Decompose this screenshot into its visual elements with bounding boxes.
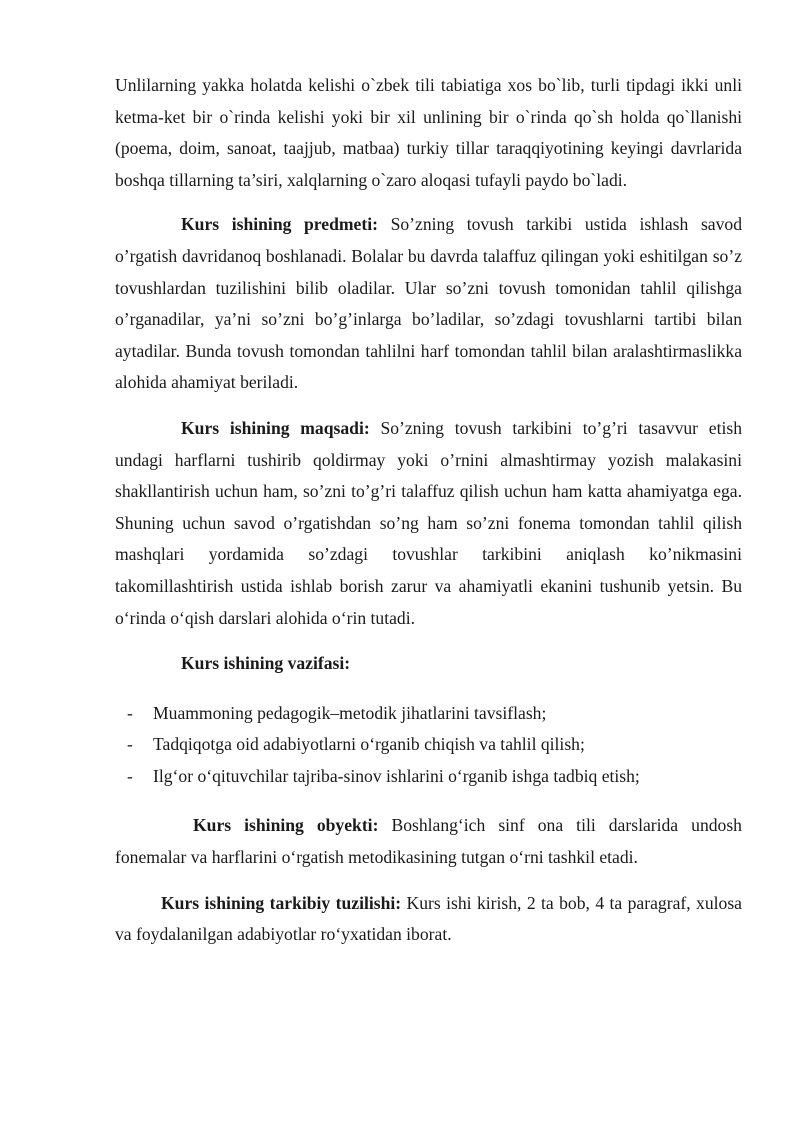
- maqsad-paragraph: [115, 413, 742, 634]
- list-item: [115, 729, 742, 761]
- list-item-text: Muammoning pedagogik–metodik jihatlarini tavsiflash;: [153, 702, 547, 723]
- list-item: [115, 698, 742, 730]
- obyekt-paragraph: [115, 810, 742, 873]
- predmet-text: So’zning tovush tarkibi ustida ishlash savod o’rgatish davridanoq boshlanadi. Bolalar bu davrda talaffuz qilingan yoki eshitilgan so’z tovushlardan tuzilishini bilib oladilar. Ular so’zni tovush tomonidan tahlil qilishga o’rganadilar, ya’ni so’zni bo’g’inlarga bo’ladilar, so’zdagi tovushlarni tartibi bilan aytadilar. Bunda tovush tomondan tahlilni harf tomondan tahlil bilan aralashtirmaslikka alohida ahamiyat beriladi.: [115, 214, 742, 393]
- tuzilish-label: Kurs ishining tarkibiy tuzilishi:: [161, 892, 402, 913]
- list-dash: -: [127, 734, 133, 755]
- obyekt-text: Boshlang‘ich sinf ona tili darslarida undosh fonemalar va harflarini o‘rgatish metodikasining tutgan o‘rni tashkil etadi.: [115, 815, 742, 868]
- predmet-paragraph: [115, 209, 742, 399]
- tuzilish-text: Kurs ishi kirish, 2 ta bob, 4 ta paragraf, xulosa va foydalanilgan adabiyotlar ro‘yxatidan iborat.: [115, 892, 742, 945]
- maqsad-label: Kurs ishining maqsadi:: [181, 417, 370, 438]
- tuzilish-paragraph: [115, 888, 742, 951]
- maqsad-text: So’zning tovush tarkibini to’g’ri tasavvur etish undagi harflarni tushirib qoldirmay yoki o’rnini almashtirmay yozish malakasini shakllantirish uchun ham, so’zni to’g’ri talaffuz qilish uchun ham katta ahamiyatga ega. Shuning uchun savod o’rgatishdan so’ng ham so’zni fonema tomondan tahlil qilish mashqlari yordamida so’zdagi tovushlar tarkibini aniqlash ko’nikmasini takomillashtirish ustida ishlab borish zarur va ahamiyatli ekanini tushunib yetsin. Bu o‘rinda o‘qish darslari alohida o‘rin tutadi.: [115, 417, 742, 628]
- list-item: [115, 761, 742, 793]
- list-item-text: Ilg‘or o‘qituvchilar tajriba-sinov ishlarini o‘rganib ishga tadbiq etish;: [153, 765, 640, 786]
- vazifa-list: [115, 698, 742, 793]
- list-dash: -: [127, 702, 133, 723]
- vazifa-heading: [115, 648, 742, 680]
- list-dash: -: [127, 765, 133, 786]
- predmet-label: Kurs ishining predmeti:: [181, 214, 378, 235]
- obyekt-label: Kurs ishining obyekti:: [193, 815, 379, 836]
- list-item-text: Tadqiqotga oid adabiyotlarni o‘rganib chiqish va tahlil qilish;: [153, 734, 585, 755]
- vazifa-label: Kurs ishining vazifasi:: [181, 653, 351, 674]
- intro-paragraph: Unlilarning yakka holatda kelishi o`zbek tili tabiatiga xos bo`lib, turli tipdagi ikki unli ketma-ket bir o`rinda kelishi yoki bir xil unlining bir o`rinda qo`sh holda qo`llanishi (poema, doim, sanoat, taajjub, matbaa) turkiy tillar taraqqiyotining keyingi davrlarida boshqa tillarning ta’siri, xalqlarning o`zaro aloqasi tufayli paydo bo`ladi.: [115, 75, 742, 190]
